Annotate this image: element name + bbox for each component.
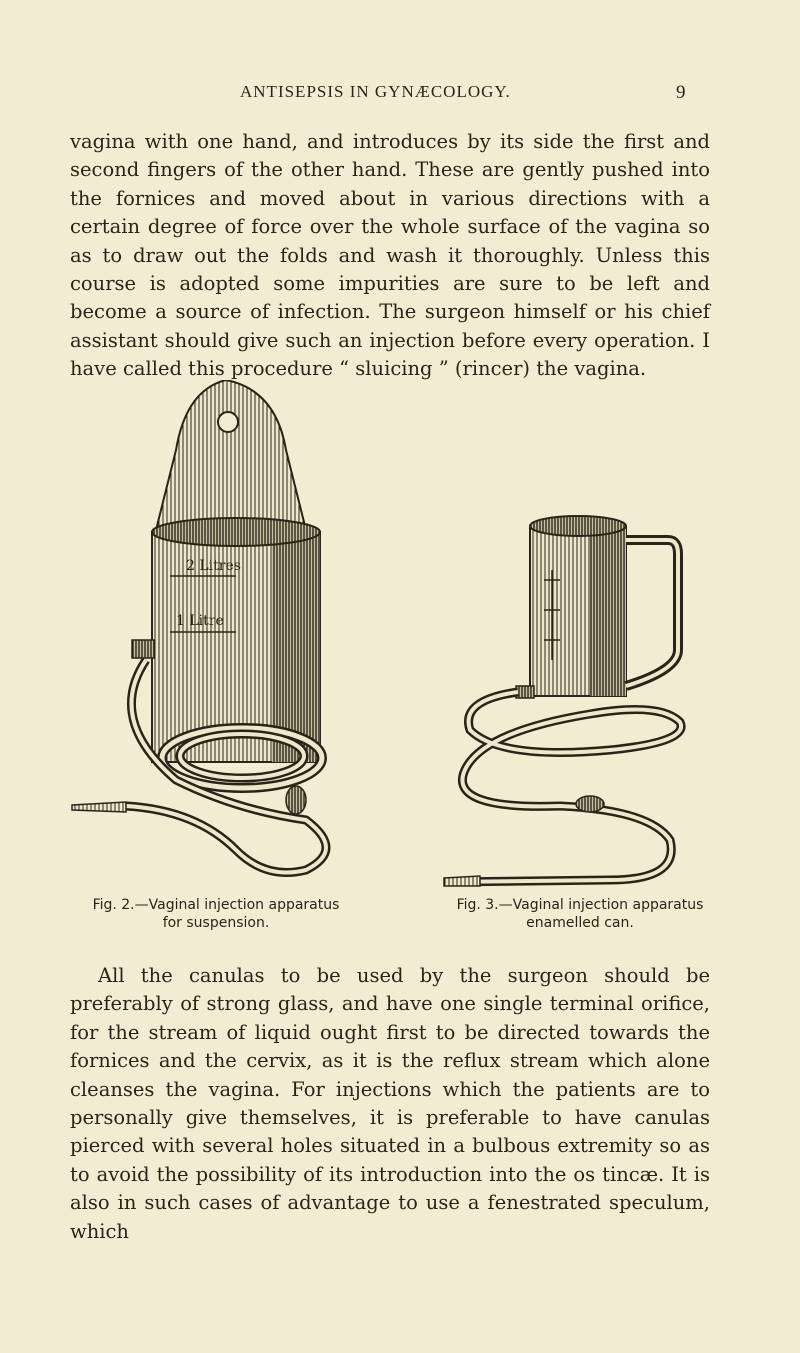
running-title: ANTISEPSIS IN GYNÆCOLOGY.	[240, 82, 511, 101]
paragraph-2: All the canulas to be used by the surgeon should be preferably of strong glass, and have one single terminal orifice, for the stream of liquid ought first to be directed towards the fornices and the cervix, as it is the reflux stream which alone cleanses the vagina. For injections which the patients are to personally give themselves, it is preferable to have canulas pierced with several holes situated in a bulbous extremity so as to avoid the possibility of its introduction into the os tincæ. It is also in such cases of advantage to use a fenestrated speculum, which	[70, 964, 710, 1243]
suspended-irrigator-drawing	[66, 380, 346, 880]
can-stopcock	[576, 796, 604, 812]
figure-3-caption	[430, 896, 730, 932]
can-rim	[530, 516, 626, 536]
paragraph-1: vagina with one hand, and introduces by its side the first and second fingers of the other hand. These are gently pushed into the fornices and moved about in various directions with a certain degree of force over the whole surface of the vagina so as to draw out the folds and wash it thoroughly. Unless this course is adopted some impurities are sure to be left and become a source of infection. The surgeon himself or his chief assistant should give such an injection before every operation. I have called this procedure “ sluicing ” (rincer) the vagina.	[70, 130, 710, 381]
figure-3-caption-line-2: enamelled can.	[526, 915, 634, 931]
nozzle-canula	[72, 802, 126, 812]
outlet-tap	[132, 640, 154, 658]
figure-2-caption	[66, 896, 366, 932]
page-number: 9	[676, 82, 686, 103]
figure-2-illustration	[66, 380, 346, 880]
gauge-label-1-litre: 1 Litre	[176, 613, 224, 629]
figure-2-caption-line-1: Fig. 2.—Vaginal injection apparatus	[92, 897, 340, 913]
gauge-label-2-litres: 2 Litres	[186, 558, 241, 574]
figure-3-illustration	[440, 510, 700, 890]
can-outlet	[516, 686, 534, 698]
can-nozzle	[444, 876, 480, 886]
can-coiled-tube	[446, 692, 681, 882]
page-header	[0, 82, 800, 106]
suspension-loop	[156, 380, 306, 530]
stopcock	[286, 786, 306, 814]
figure-3-caption-line-1: Fig. 3.—Vaginal injection apparatus	[456, 897, 704, 913]
enamelled-can-drawing	[440, 510, 700, 890]
figure-2-caption-line-2: for suspension.	[162, 915, 270, 931]
hanging-hole	[218, 412, 238, 432]
